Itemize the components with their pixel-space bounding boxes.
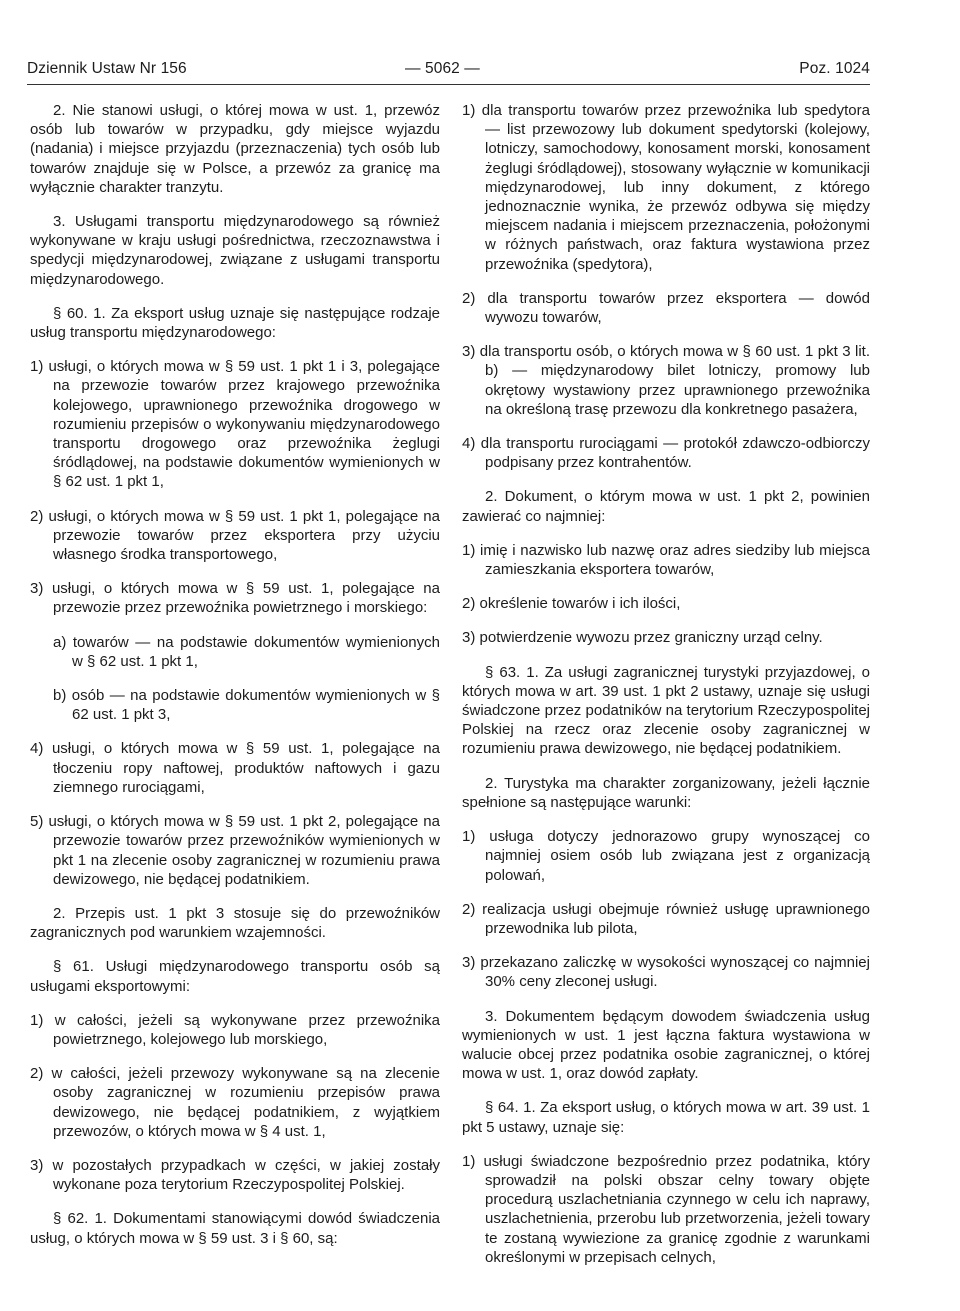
list-item: 4) dla transportu rurociągami — protokół zdawczo-odbiorczy podpisany przez kontrahentów. <box>462 435 870 472</box>
paragraph: 2. Przepis ust. 1 pkt 3 stosuje się do przewoźników zagranicznych pod warunkiem wzajemności. <box>30 904 440 942</box>
left-column <box>30 101 440 1248</box>
paragraph: 2. Dokument, o którym mowa w ust. 1 pkt 2, powinien zawierać co najmniej: <box>462 488 870 525</box>
section-heading-paragraph: § 63. 1. Za usługi zagranicznej turystyki przyjazdowej, o których mowa w art. 39 ust. 1 pkt 2 ustawy, uznaje się usługi świadczone przez podatników na terytorium Rzeczypospolitej Polskiej na rzecz oraz zlecenie osoby zagranicznej w rozumieniu prawa dewizowego, nie będącej podatnikiem. <box>462 663 870 758</box>
section-heading-paragraph: § 62. 1. Dokumentami stanowiącymi dowód świadczenia usług, o których mowa w § 59 ust. 3 i § 60, są: <box>30 1210 440 1247</box>
journal-title: Dziennik Ustaw Nr 156 <box>27 60 187 77</box>
sub-list-item: b) osób — na podstawie dokumentów wymienionych w § 62 ust. 1 pkt 3, <box>53 687 440 724</box>
list-item: 1) usługa dotyczy jednorazowo grupy wynoszącej co najmniej osiem osób lub związana jest z organizacją polowań, <box>462 828 870 884</box>
list-item: 3) dla transportu osób, o których mowa w § 60 ust. 1 pkt 3 lit. b) — międzynarodowy bilet lotniczy, promowy lub okrętowy wystawiony przez uprawnionego przewoźnika na określoną trasę przewozu dla konkretnego pasażera, <box>462 343 870 418</box>
paragraph: 3. Usługami transportu międzynarodowego są również wykonywane w kraju usługi pośrednictwa, rzeczoznawstwa i spedycji międzynarodowej, związane z usługami transportu międzynarodowego. <box>30 213 440 288</box>
list-item: 4) usługi, o których mowa w § 59 ust. 1, polegające na tłoczeniu ropy naftowej, produktów naftowych i gazu ziemnego rurociągami, <box>30 740 440 796</box>
list-item: 1) w całości, jeżeli są wykonywane przez przewoźnika powietrznego, kolejowego lub morskiego, <box>30 1011 440 1048</box>
paragraph: 2. Turystyka ma charakter zorganizowany, jeżeli łącznie spełnione są następujące warunki: <box>462 774 870 811</box>
list-item: 2) usługi, o których mowa w § 59 ust. 1 pkt 1, polegające na przewozie towarów przez eksportera przy użyciu własnego środka transportowego, <box>30 507 440 564</box>
list-item: 2) określenie towarów i ich ilości, <box>462 595 681 613</box>
paragraph: 2. Nie stanowi usługi, o której mowa w ust. 1, przewóz osób lub towarów w przypadku, gdy miejsce wyjazdu (nadania) i miejsce przyjazdu (przeznaczenia) tych osób lub towarów znajduje się w Polsce, a przewóz za granicę ma wyłącznie charakter tranzytu. <box>30 102 440 196</box>
list-item: 2) realizacja usługi obejmuje również usługę uprawnionego przewodnika lub pilota, <box>462 900 870 937</box>
list-item: 3) w pozostałych przypadkach w części, w jakiej zostały wykonane poza terytorium Rzeczypospolitej Polskiej. <box>30 1156 440 1194</box>
section-heading-paragraph: § 61. Usługi międzynarodowego transportu osób są usługami eksportowymi: <box>30 958 440 995</box>
list-item: 3) potwierdzenie wywozu przez graniczny urząd celny. <box>462 629 823 647</box>
header-rule <box>27 84 870 85</box>
list-item: 1) usługi, o których mowa w § 59 ust. 1 pkt 1 i 3, polegające na przewozie towarów przez krajowego przewoźnika kolejowego, uprawnionego przewoźnika drogowego w rozumieniu przepisów o wykonywaniu międzynarodowego transportu drogowego oraz przewoźnika żeglugi śródlądowej, na podstawie dokumentów wymienionych w § 62 ust. 1 pkt 1, <box>30 358 440 491</box>
right-column <box>462 101 870 1267</box>
sub-list-item: a) towarów — na podstawie dokumentów wymienionych w § 62 ust. 1 pkt 1, <box>53 633 440 670</box>
list-item: 5) usługi, o których mowa w § 59 ust. 1 pkt 2, polegające na przewozie towarów przez przewoźników wymienionych w pkt 1 na zlecenie osoby zagranicznej w rozumieniu prawa dewizowego, nie będącej podatnikiem. <box>30 813 440 888</box>
page-header <box>27 60 870 82</box>
section-heading-paragraph: § 64. 1. Za eksport usług, o których mowa w art. 39 ust. 1 pkt 5 ustawy, uznaje się: <box>462 1099 870 1136</box>
list-item: 1) dla transportu towarów przez przewoźnika lub spedytora — list przewozowy lub dokument spedytorski (kolejowy, lotniczy, samochodowy, konosament morski, konosament żeglugi śródlądowej), stosowany wyłącznie w komunikacji międzynarodowej, lub inny dokument, z którego jednoznacznie wynika, że przewóz odbywa się między miejscem nadania i miejscem przeznaczenia, położonymi w różnych państwach, oraz faktura wystawiona przez przewoźnika (spedytora), <box>462 102 870 273</box>
list-item: 2) w całości, jeżeli przewozy wykonywane są na zlecenie osoby zagranicznej w rozumieniu przepisów prawa dewizowego, nie będącej podatnikiem, z wyjątkiem przewozów, o których mowa w § 4 ust. 1, <box>30 1065 440 1140</box>
list-item: 2) dla transportu towarów przez eksportera — dowód wywozu towarów, <box>462 289 870 327</box>
section-heading-paragraph: § 60. 1. Za eksport usług uznaje się następujące rodzaje usług transportu międzynarodowego: <box>30 304 440 342</box>
page-number: — 5062 — <box>405 60 480 77</box>
list-item: 3) przekazano zaliczkę w wysokości wynoszącej co najmniej 30% ceny zleconej usługi. <box>462 954 870 991</box>
list-item: 3) usługi, o których mowa w § 59 ust. 1, polegające na przewozie przez przewoźnika powietrznego i morskiego: <box>30 580 440 617</box>
paragraph: 3. Dokumentem będącym dowodem świadczenia usług wymienionych w ust. 1 jest łączna faktura wystawiona w walucie obcej przez podatnika osobie zagranicznej, o której mowa w ust. 1, oraz dowód zapłaty. <box>462 1007 870 1083</box>
list-item: 1) imię i nazwisko lub nazwę oraz adres siedziby lub miejsca zamieszkania eksportera towarów, <box>462 541 870 579</box>
list-item: 1) usługi świadczone bezpośrednio przez podatnika, który sprowadził na polski obszar celny towary objęte procedurą uszlachetniania czynnego w celu ich naprawy, uszlachetnienia, przerobu lub przetworzenia, jeżeli towary te zostaną wywiezione za granicę zgodnie z warunkami określonymi w przepisach celnych, <box>462 1152 870 1266</box>
position-number: Poz. 1024 <box>799 60 870 77</box>
